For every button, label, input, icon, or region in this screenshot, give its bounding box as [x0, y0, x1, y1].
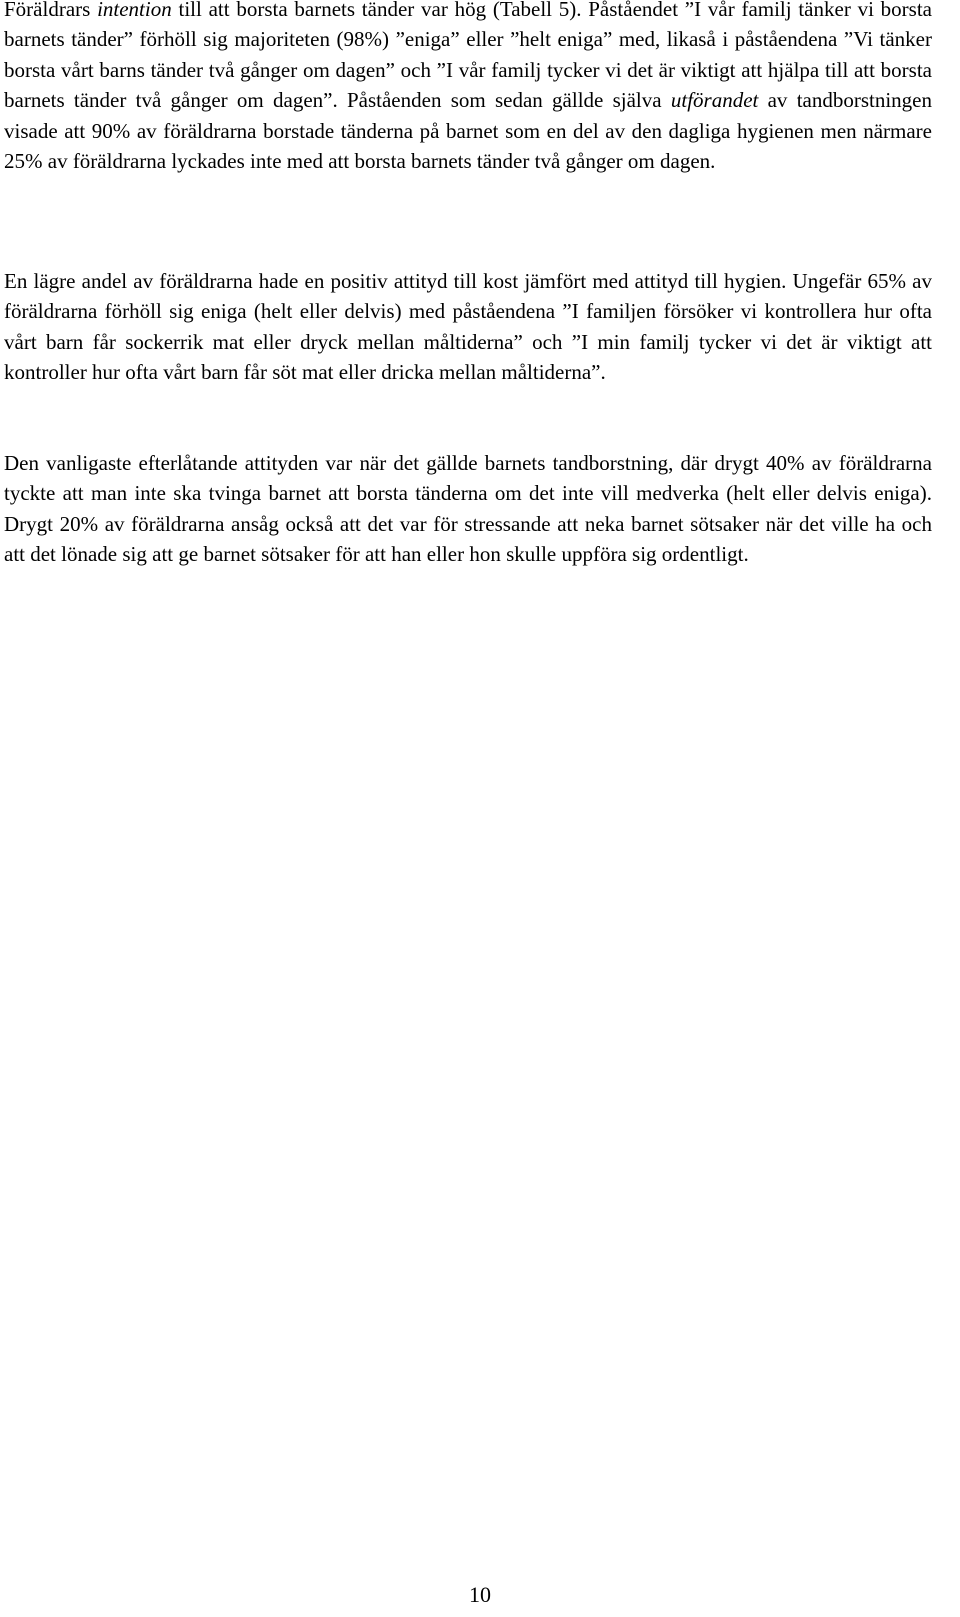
page-number: 10 [469, 1582, 491, 1607]
text-segment: Den vanligaste efterlåtande attityden var när det gällde barnets tandborstning, där drygt 40% av föräldrarna tyckte att man inte ska tvinga barnet att borsta tänderna om det inte vill medverka (helt eller delvis eniga). Drygt 20% av föräldrarna ansåg också att det var för stressande att neka barnet sötsaker när det ville ha och att det lönade sig att ge barnet sötsaker för att han eller hon skulle uppföra sig ordentligt. [4, 451, 932, 567]
italic-term-intention: intention [97, 0, 172, 21]
text-segment: till att borsta barnets tänder var hög (Tabell 5). Påståendet ”I vår familj tänker vi borsta barnets tänder” förhöll sig majoriteten (98%) ”eniga” eller ”helt eniga” med, likaså i påståendena ”Vi tänker borsta vårt barns tänder två gånger om dagen” och ”I vår familj tycker vi det är viktigt att hjälpa till att borsta barnets tänder två gånger om dagen”. Påståenden som sedan gällde själva [4, 0, 932, 113]
paragraph-efterlatande-attityd [4, 448, 932, 570]
italic-term-utforandet: utförandet [670, 88, 759, 113]
text-segment: Föräldrars [4, 0, 98, 21]
text-segment: En lägre andel av föräldrarna hade en positiv attityd till kost jämfört med attityd till hygien. Ungefär 65% av föräldrarna förhöll sig eniga (helt eller delvis) med påståendena ”I familjen försöker vi kontrollera hur ofta vårt barn får sockerrik mat eller dryck mellan måltiderna” och ”I min familj tycker vi det är viktigt att kontroller hur ofta vårt barn får söt mat eller dricka mellan måltiderna”. [4, 269, 932, 385]
text-segment: av tandborstningen visade att 90% av föräldrarna borstade tänderna på barnet som en del av den dagliga hygienen men närmare 25% av föräldrarna lyckades inte med att borsta barnets tänder två gånger om dagen. [4, 88, 933, 174]
paragraph-intention [4, 0, 932, 176]
paragraph-attityd-kost [4, 266, 932, 388]
